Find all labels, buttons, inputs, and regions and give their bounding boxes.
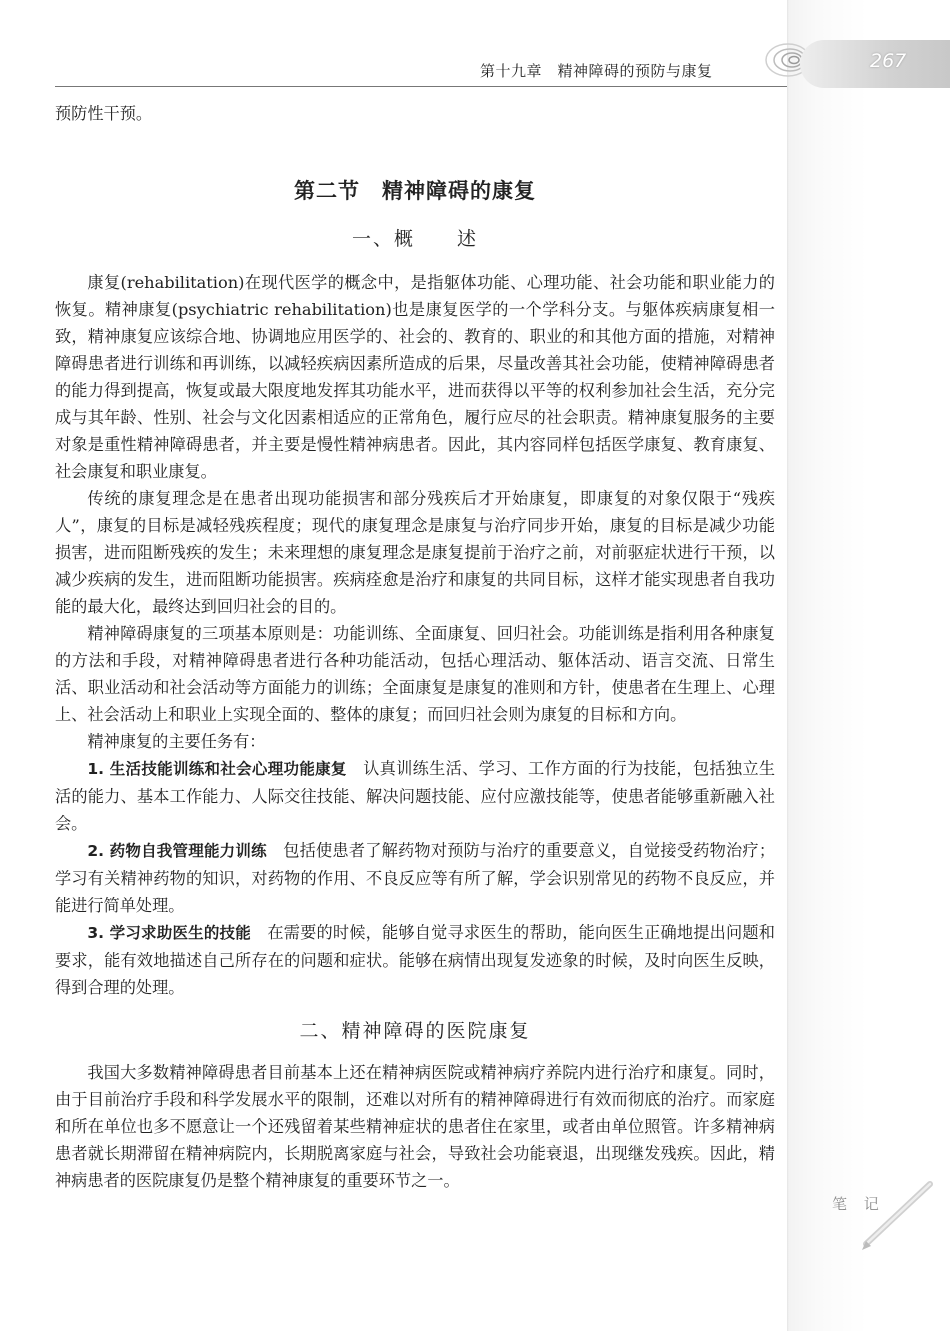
- page-number: 267: [870, 50, 907, 72]
- task-text: 认真训练生活、学习、工作方面的行为技能，包括独立生活的能力、基本工作能力、人际交往技能、解决问题技能、应付应激技能等，使患者能够重新融入社会。: [55, 759, 776, 833]
- paragraph: 传统的康复理念是在患者出现功能损害和部分残疾后才开始康复，即康复的对象仅限于“残疾人”，康复的目标是减轻残疾程度；现代的康复理念是康复与治疗同步开始，康复的目标是减少功能损害，进而阻断残疾的发生；未来理想的康复理念是康复提前于治疗之前，对前驱症状进行干预，以减少疾病的发生，进而阻断功能损害。疾病痊愈是治疗和康复的共同目标，这样才能实现患者自我功能的最大化，最终达到回归社会的目的。: [55, 489, 775, 616]
- paragraph: 我国大多数精神障碍患者目前基本上还在精神病医院或精神病疗养院内进行治疗和康复。同时，由于目前治疗手段和科学发展水平的限制，还难以对所有的精神障碍进行有效而彻底的治疗。而家庭和所在单位也多不愿意让一个还残留着某些精神症状的患者住在家里，或者由单位照管。许多精神病患者就长期滞留在精神病院内，长期脱离家庭与社会，导致社会功能衰退，出现继发残疾。因此，精神病患者的医院康复仍是整个精神康复的重要环节之一。: [55, 1063, 775, 1190]
- body-text: [55, 100, 775, 1194]
- task-item: [55, 837, 775, 919]
- task-heading: 3. 学习求助医生的技能: [87, 924, 251, 942]
- task-item: [55, 755, 775, 837]
- running-head: 第十九章 精神障碍的预防与康复: [480, 62, 713, 80]
- subsection-title-hospital: 二、精神障碍的医院康复: [299, 1020, 531, 1042]
- task-item: [55, 919, 775, 1001]
- paragraph: 精神康复的主要任务有：: [87, 732, 266, 751]
- subsection-title-overview: 一、概 述: [351, 228, 478, 250]
- task-heading: 1. 生活技能训练和社会心理功能康复: [87, 760, 347, 778]
- task-text: 包括使患者了解药物对预防与治疗的重要意义，自觉接受药物治疗；学习有关精神药物的知识，对药物的作用、不良反应等有所了解，学会识别常见的药物不良反应，并能进行简单处理。: [55, 841, 776, 915]
- task-text: 在需要的时候，能够自觉寻求医生的帮助，能向医生正确地提出问题和要求，能有效地描述自己所存在的问题和症状。能够在病情出现复发迹象的时候，及时向医生反映，得到合理的处理。: [55, 923, 775, 997]
- header-rule: [55, 86, 787, 87]
- notes-margin: [787, 0, 950, 1331]
- opening-line: 预防性干预。: [55, 104, 153, 123]
- paragraph: 康复(rehabilitation)在现代医学的概念中，是指躯体功能、心理功能、社会功能和职业能力的恢复。精神康复(psychiatric rehabilitation)也是康复医学的一个学科分支。与躯体疾病康复相一致，精神康复应该综合地、协调地应用医学的、社会的、教育的、职业的和其他方面的措施，对精神障碍患者进行训练和再训练，以减轻疾病因素所造成的后果，尽量改善其社会功能，使精神障碍患者的能力得到提高，恢复或最大限度地发挥其功能水平，进而获得以平等的权利参加社会生活，充分完成与其年龄、性别、社会与文化因素相适应的正常角色，履行应尽的社会职责。精神康复服务的主要对象是重性精神障碍患者，并主要是慢性精神病患者。因此，其内容同样包括医学康复、教育康复、社会康复和职业康复。: [55, 273, 775, 481]
- notes-label: 笔 记: [832, 1195, 885, 1213]
- section-title: 第二节 精神障碍的康复: [294, 179, 536, 203]
- task-heading: 2. 药物自我管理能力训练: [87, 842, 267, 860]
- pencil-icon: [858, 1178, 938, 1253]
- paragraph: 精神障碍康复的三项基本原则是：功能训练、全面康复、回归社会。功能训练是指利用各种康复的方法和手段，对精神障碍患者进行各种功能活动，包括心理活动、躯体活动、语言交流、日常生活、职业活动和社会活动等方面能力的训练；全面康复是康复的准则和方针，使患者在生理上、心理上、社会活动上和职业上实现全面的、整体的康复；而回归社会则为康复的目标和方向。: [55, 624, 775, 724]
